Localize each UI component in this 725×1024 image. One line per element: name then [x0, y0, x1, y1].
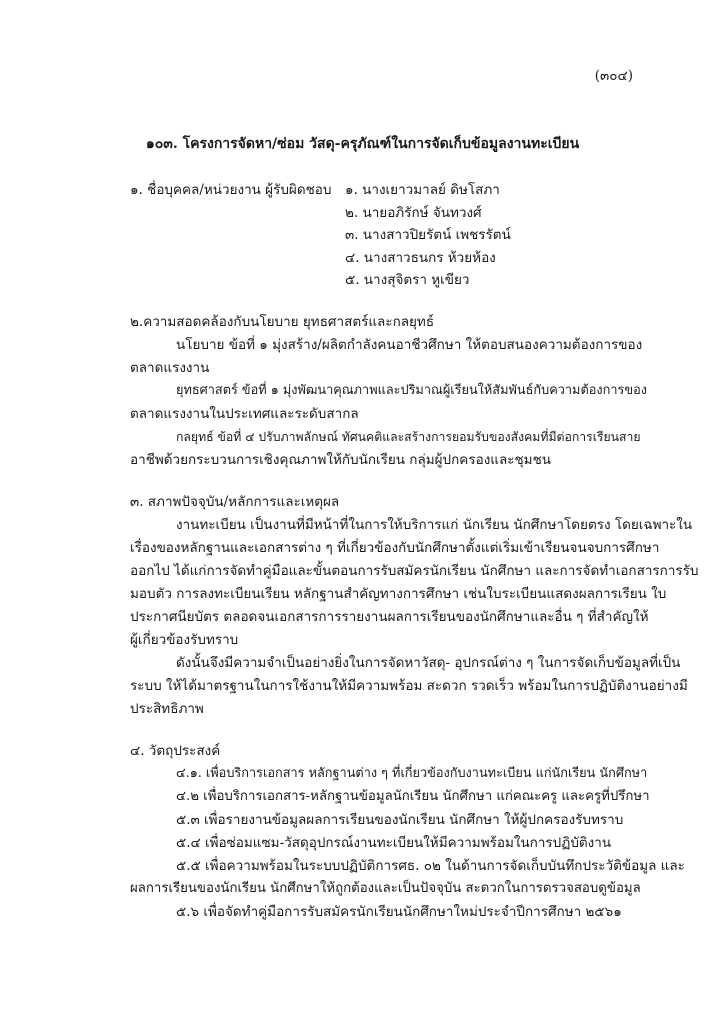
objective-line: ๕.๓ เพื่อรายงานข้อมูลผลการเรียนของนักเรียน นักศึกษา ให้ผู้ปกครองรับทราบ	[176, 812, 624, 828]
objective-line: ๕.๕ เพื่อความพร้อมในระบบปฏิบัติการศธ. ๐๒ ในด้านการจัดเก็บบันทึกประวัติข้อมูล และ	[176, 858, 685, 874]
page-number: (๓๐๔)	[594, 68, 633, 84]
responsible-person: ๑. นางเยาวมาลย์ ดิษโสภา	[345, 182, 500, 198]
responsible-persons-list	[345, 180, 511, 293]
responsible-person: ๒. นายอภิรักษ์ จันทวงศ์	[345, 204, 482, 221]
rationale-line: ดังนั้นจึงมีความจำเป็นอย่างยิ่งในการจัดหาวัสดุ- อุปกรณ์ต่าง ๆ ในการจัดเก็บข้อมูลที่เป็น	[176, 655, 681, 671]
rationale-line: เรื่องของหลักฐานและเอกสารต่าง ๆ ที่เกี่ยวข้องกับนักศึกษาตั้งแต่เริ่มเข้าเรียนจนจบการศึกษา	[130, 540, 660, 556]
project-title: ๑๐๓. โครงการจัดหา/ซ่อม วัสดุ-ครุภัณฑ์ในการจัดเก็บข้อมูลงานทะเบียน	[145, 136, 580, 152]
strategy-line: ตลาดแรงงานในประเทศและระดับสากล	[130, 406, 359, 422]
responsible-person: ๔. นางสาวธนกร ห้วยห้อง	[345, 249, 496, 266]
rationale-line: ระบบ ให้ได้มาตรฐานในการใช้งานให้มีความพร้อม สะดวก รวดเร็ว พร้อมในการปฏิบัติงานอย่างมี	[130, 678, 688, 694]
responsible-label: ๑. ชื่อบุคคล/หน่วยงาน ผู้รับผิดชอบ	[130, 182, 332, 198]
rationale-line: มอบตัว การลงทะเบียนเรียน หลักฐานสำคัญทางการศึกษา เช่นใบระเบียนแสดงผลการเรียน ใบ	[130, 586, 667, 602]
rationale-line: ประกาศนียบัตร ตลอดจนเอกสารการรายงานผลการเรียนของนักศึกษาและอื่น ๆ ที่สำคัญให้	[130, 609, 649, 625]
strategy-line: ยุทธศาสตร์ ข้อที่ ๑ มุ่งพัฒนาคุณภาพและปริมาณผู้เรียนให้สัมพันธ์กับความต้องการของ	[176, 383, 647, 398]
policy-line: นโยบาย ข้อที่ ๑ มุ่งสร้าง/ผลิตกำลังคนอาชีวศึกษา ให้ตอบสนองความต้องการของ	[176, 337, 643, 353]
objective-line: ๕.๔ เพื่อซ่อมแซม-วัสดุอุปกรณ์งานทะเบียนให้มีความพร้อมในการปฏิบัติงาน	[176, 835, 612, 851]
section-3-heading: ๓. สภาพปัจจุบัน/หลักการและเหตุผล	[130, 494, 340, 510]
responsible-person: ๕. นางสุจิตรา หูเขียว	[345, 272, 470, 289]
tactic-line: กลยุทธ์ ข้อที่ ๔ ปรับภาพลักษณ์ ทัศนคติและสร้างการยอมรับของสังคมที่มีต่อการเรียนสาย	[176, 430, 641, 444]
responsible-person: ๓. นางสาวปิยรัตน์ เพชรรัตน์	[345, 227, 511, 244]
rationale-line: ประสิทธิภาพ	[130, 701, 204, 717]
section-2-heading: ๒.ความสอดคล้องกับนโยบาย ยุทธศาสตร์และกลยุทธ์	[130, 314, 435, 330]
tactic-line: อาชีพด้วยกระบวนการเชิงคุณภาพให้กับนักเรียน กลุ่มผู้ปกครองและชุมชน	[130, 452, 551, 468]
rationale-line: งานทะเบียน เป็นงานที่มีหน้าที่ในการให้บริการแก่ นักเรียน นักศึกษาโดยตรง โดยเฉพาะใน	[176, 517, 693, 533]
objective-line: ผลการเรียนของนักเรียน นักศึกษาให้ถูกต้องและเป็นปัจจุบัน สะดวกในการตรวจสอบดูข้อมูล	[130, 881, 641, 896]
objective-line: ๕.๖ เพื่อจัดทำคู่มือการรับสมัครนักเรียนนักศึกษาใหม่ประจำปีการศึกษา ๒๕๖๑	[176, 904, 622, 920]
objective-line: ๔.๑. เพื่อบริการเอกสาร หลักฐานต่าง ๆ ที่เกี่ยวข้องกับงานทะเบียน แก่นักเรียน นักศึกษา	[176, 766, 648, 781]
objective-line: ๔.๒ เพื่อบริการเอกสาร-หลักฐานข้อมูลนักเรียน นักศึกษา แก่คณะครู และครูที่ปรึกษา	[176, 789, 650, 804]
rationale-line: ออกไป ได้แก่การจัดทำคู่มือและขั้นตอนการรับสมัครนักเรียน นักศึกษา และการจัดทำเอกสารการรับ	[130, 563, 699, 579]
policy-line: ตลาดแรงงาน	[130, 360, 210, 376]
rationale-line: ผู้เกี่ยวข้องรับทราบ	[130, 632, 239, 648]
section-4-heading: ๔. วัตถุประสงค์	[130, 743, 221, 759]
